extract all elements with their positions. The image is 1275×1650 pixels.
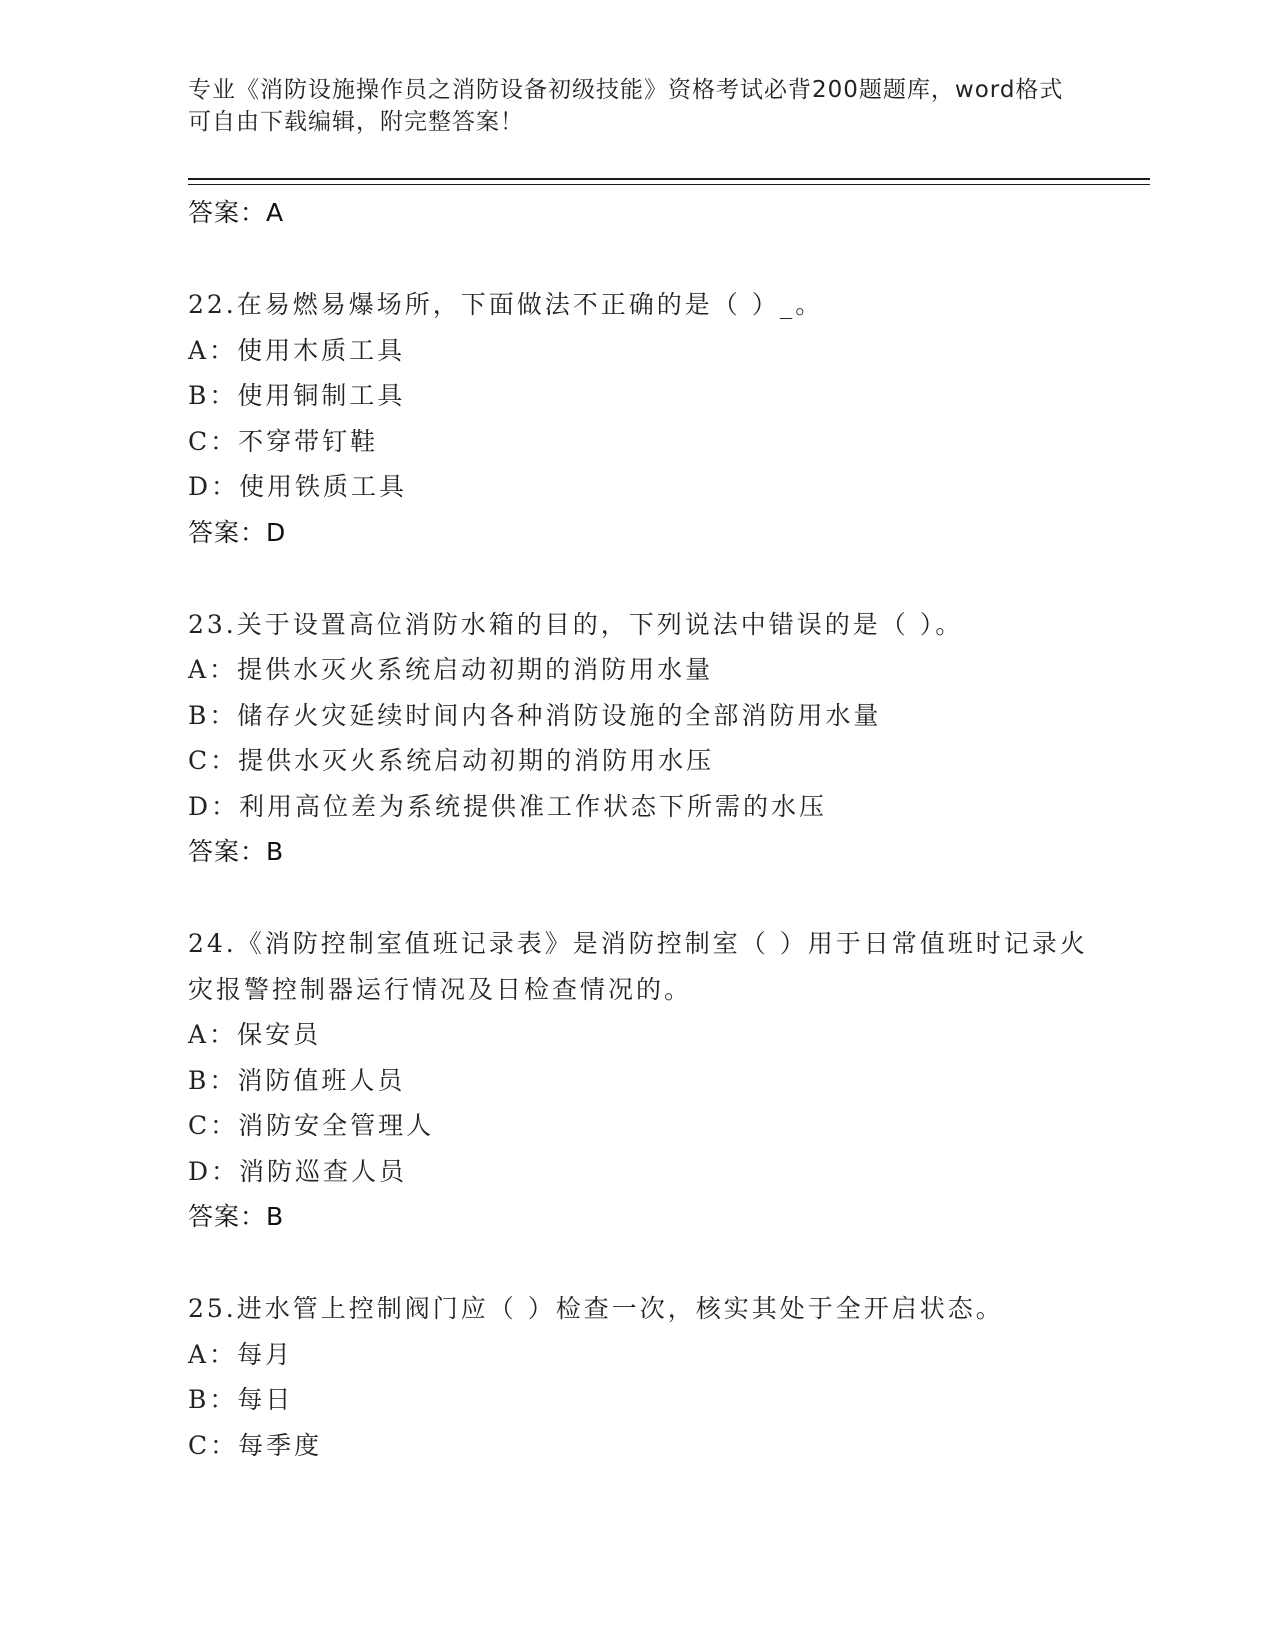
option-text: 消防巡查人员 [239, 1156, 408, 1186]
question-stem: 25.进水管上控制阀门应（ ）检查一次，核实其处于全开启状态。 [188, 1294, 1004, 1323]
option-text: 使用木质工具 [237, 335, 406, 365]
answer-line: 答案：B [188, 1202, 285, 1231]
option-b [188, 1377, 1088, 1423]
option-letter: C： [188, 1430, 239, 1460]
question-block [188, 602, 1088, 875]
option-text: 使用铜制工具 [237, 381, 406, 410]
option-d [188, 784, 1088, 830]
option-letter: A： [188, 1339, 238, 1369]
option-c [188, 1423, 1088, 1469]
option-c [188, 1103, 1088, 1149]
option-text: 提供水灭火系统启动初期的消防用水量 [237, 655, 714, 684]
option-text: 每季度 [238, 1430, 323, 1460]
option-text: 保安员 [237, 1020, 322, 1049]
answer-line: 答案：B [188, 837, 285, 866]
option-letter: C： [188, 426, 239, 456]
option-letter: C： [188, 746, 239, 775]
question-block [188, 1286, 1088, 1468]
option-text: 使用铁质工具 [239, 472, 408, 501]
option-text: 不穿带钉鞋 [238, 426, 379, 456]
answer-line: 答案：D [188, 517, 287, 547]
option-d [188, 1149, 1088, 1195]
option-b [188, 693, 1088, 739]
question-block [188, 921, 1088, 1239]
option-letter: A： [188, 335, 238, 365]
document-header: 专业《消防设施操作员之消防设备初级技能》资格考试必背200题题库，word格式可自由下载编辑，附完整答案！ [188, 77, 1064, 135]
question-list [188, 190, 1088, 1468]
option-letter: D： [188, 791, 240, 821]
option-letter: C： [188, 1111, 239, 1140]
option-text: 提供水灭火系统启动初期的消防用水压 [238, 746, 715, 775]
option-b [188, 1058, 1088, 1104]
option-b [188, 373, 1088, 419]
question-stem: 24.《消防控制室值班记录表》是消防控制室（ ）用于日常值班时记录火灾报警控制器运行情况及日检查情况的。 [188, 929, 1088, 1004]
question-block [188, 282, 1088, 555]
option-a [188, 647, 1088, 693]
option-c [188, 419, 1088, 465]
header-rule-thick [188, 178, 1150, 180]
option-letter: D： [188, 472, 240, 501]
option-text: 每日 [237, 1385, 294, 1414]
option-letter: D： [188, 1156, 240, 1186]
option-text: 储存火灾延续时间内各种消防设施的全部消防用水量 [237, 700, 882, 730]
option-text: 消防安全管理人 [238, 1111, 435, 1140]
option-text: 利用高位差为系统提供准工作状态下所需的水压 [239, 791, 828, 821]
option-letter: B： [188, 700, 238, 730]
option-text: 消防值班人员 [237, 1065, 406, 1095]
option-letter: A： [188, 655, 238, 684]
option-letter: B： [188, 381, 238, 410]
option-d [188, 464, 1088, 510]
option-a [188, 328, 1088, 374]
option-c [188, 738, 1088, 784]
option-letter: B： [188, 1385, 238, 1414]
option-letter: A： [188, 1020, 238, 1049]
answer-line: 答案：A [188, 198, 285, 227]
option-a [188, 1012, 1088, 1058]
question-stem: 23.关于设置高位消防水箱的目的，下列说法中错误的是（ ）。 [188, 609, 964, 639]
option-letter: B： [188, 1065, 238, 1095]
option-a [188, 1332, 1088, 1378]
option-text: 每月 [237, 1339, 294, 1369]
question-stem: 22.在易燃易爆场所，下面做法不正确的是（ ）_。 [188, 290, 824, 319]
header-rule-thin [188, 184, 1150, 185]
